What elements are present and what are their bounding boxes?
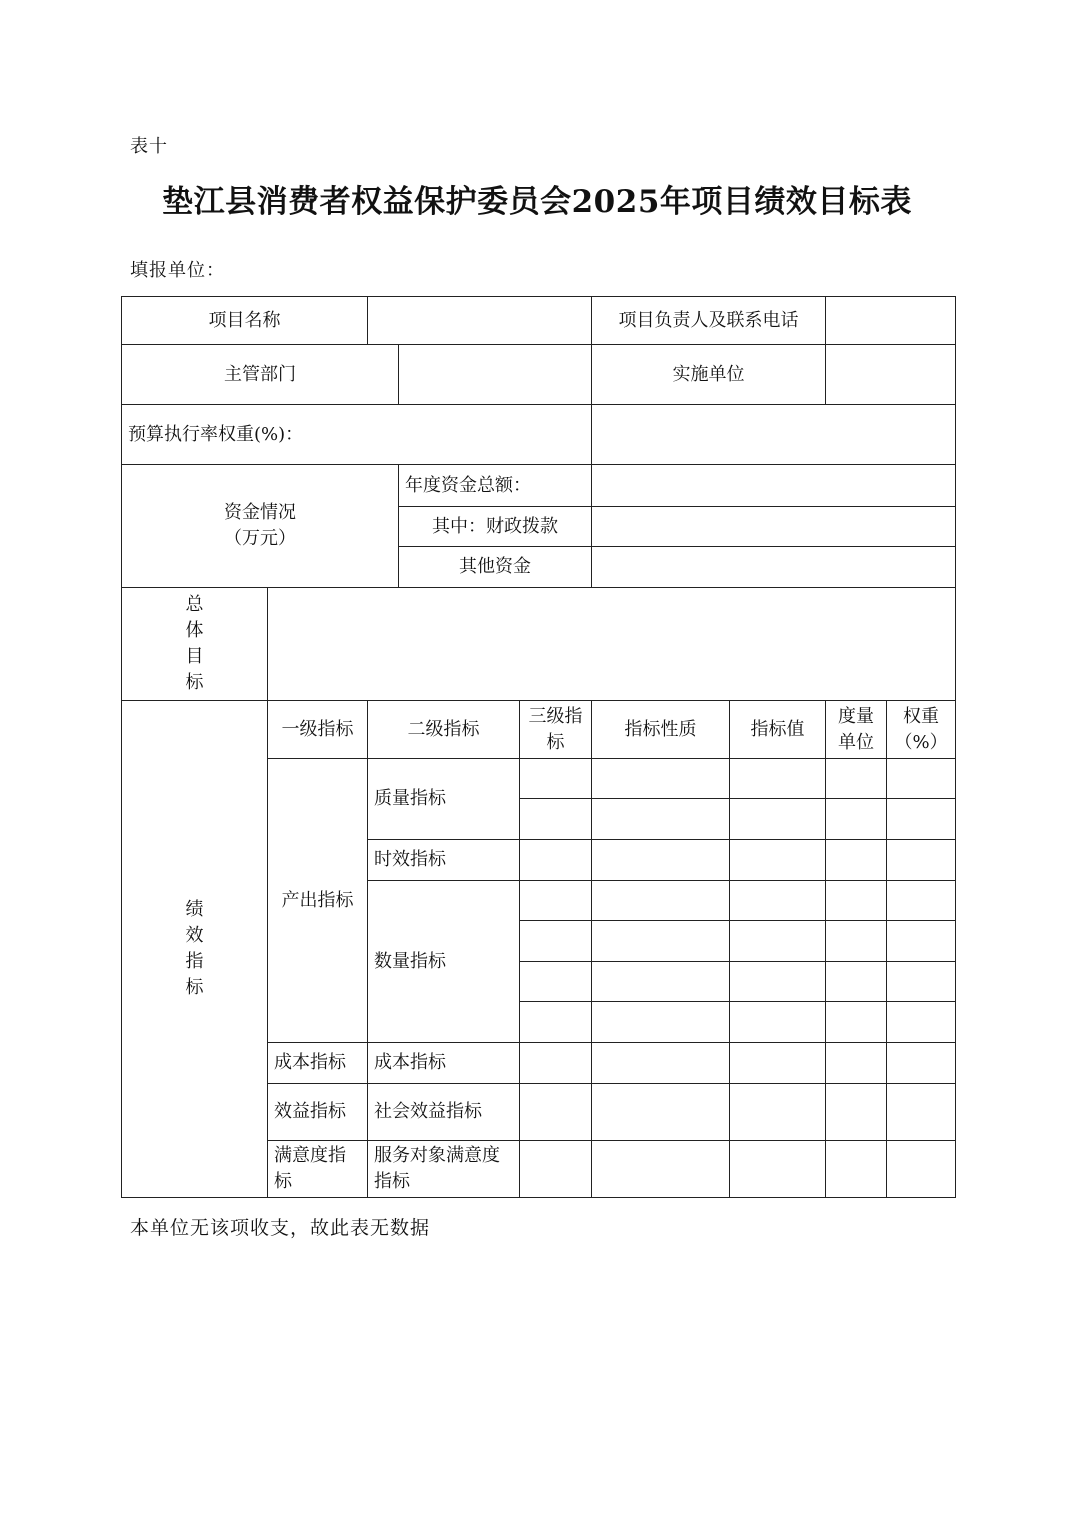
- header-weight: [887, 701, 956, 759]
- header-unit: [826, 701, 887, 759]
- header-unit-line: 单位: [838, 731, 875, 753]
- header-level1: 一级指标: [268, 701, 368, 759]
- project-leader-label: 项目负责人及联系电话: [592, 297, 826, 345]
- cell-nature[interactable]: [592, 1141, 730, 1198]
- cell-unit[interactable]: [826, 1002, 887, 1043]
- performance-target-table: [121, 296, 956, 1198]
- cell-unit[interactable]: [826, 962, 887, 1002]
- fill-unit-label: 填报单位：: [130, 260, 225, 281]
- timeliness-indicator-label: 时效指标: [368, 840, 520, 881]
- cell-nature[interactable]: [592, 1043, 730, 1084]
- cell-level3[interactable]: [520, 799, 592, 840]
- budget-weight-value[interactable]: [592, 405, 956, 465]
- section-char: 标: [185, 977, 204, 998]
- annual-total-label: 年度资金总额：: [399, 465, 592, 507]
- goal-char: 体: [185, 620, 204, 641]
- cell-weight[interactable]: [887, 921, 956, 962]
- header-unit-line: 度量: [838, 705, 875, 727]
- cell-value[interactable]: [730, 840, 826, 881]
- output-indicator-label: 产出指标: [268, 759, 368, 1043]
- cell-weight[interactable]: [887, 799, 956, 840]
- cost-l1-label: 成本指标: [268, 1043, 368, 1084]
- cell-value[interactable]: [730, 799, 826, 840]
- cell-value[interactable]: [730, 881, 826, 921]
- benefit-l1-label: 效益指标: [268, 1084, 368, 1141]
- cell-level3[interactable]: [520, 921, 592, 962]
- cell-level3[interactable]: [520, 962, 592, 1002]
- cell-nature[interactable]: [592, 881, 730, 921]
- cell-level3[interactable]: [520, 759, 592, 799]
- impl-unit-label: 实施单位: [592, 345, 826, 405]
- cell-value[interactable]: [730, 759, 826, 799]
- cell-nature[interactable]: [592, 1002, 730, 1043]
- cell-nature[interactable]: [592, 962, 730, 1002]
- cell-weight[interactable]: [887, 759, 956, 799]
- cost-l2-label: 成本指标: [368, 1043, 520, 1084]
- header-value: 指标值: [730, 701, 826, 759]
- cell-weight[interactable]: [887, 881, 956, 921]
- cell-unit[interactable]: [826, 1043, 887, 1084]
- cell-unit[interactable]: [826, 881, 887, 921]
- cell-weight[interactable]: [887, 1002, 956, 1043]
- section-char: 指: [185, 951, 204, 972]
- goal-char: 总: [185, 594, 204, 615]
- other-funds-value[interactable]: [592, 547, 956, 588]
- cell-unit[interactable]: [826, 921, 887, 962]
- cell-weight[interactable]: [887, 1141, 956, 1198]
- project-name-label: 项目名称: [122, 297, 368, 345]
- overall-goal-label: [122, 588, 268, 701]
- cell-unit[interactable]: [826, 840, 887, 881]
- cell-value[interactable]: [730, 921, 826, 962]
- cell-value[interactable]: [730, 1084, 826, 1141]
- annual-total-value[interactable]: [592, 465, 956, 507]
- header-weight-line: 权重: [903, 705, 940, 727]
- goal-char: 目: [185, 646, 204, 667]
- overall-goal-value[interactable]: [268, 588, 956, 701]
- cell-nature[interactable]: [592, 921, 730, 962]
- cell-level3[interactable]: [520, 1043, 592, 1084]
- footnote: 本单位无该项收支，故此表无数据: [130, 1217, 431, 1239]
- goal-char: 标: [185, 672, 204, 693]
- cell-value[interactable]: [730, 1141, 826, 1198]
- cell-nature[interactable]: [592, 840, 730, 881]
- page-title: 垫江县消费者权益保护委员会2025年项目绩效目标表: [162, 184, 912, 220]
- cell-level3[interactable]: [520, 1002, 592, 1043]
- cell-value[interactable]: [730, 1002, 826, 1043]
- cell-unit[interactable]: [826, 1084, 887, 1141]
- funds-unit: （万元）: [224, 528, 296, 549]
- budget-weight-label: 预算执行率权重(%)：: [122, 405, 592, 465]
- cell-nature[interactable]: [592, 1084, 730, 1141]
- project-name-value[interactable]: [368, 297, 592, 345]
- other-funds-label: 其他资金: [399, 547, 592, 588]
- funds-label: [122, 465, 399, 588]
- cell-nature[interactable]: [592, 799, 730, 840]
- cell-level3[interactable]: [520, 881, 592, 921]
- quantity-indicator-label: 数量指标: [368, 881, 520, 1043]
- cell-weight[interactable]: [887, 840, 956, 881]
- section-char: 绩: [185, 899, 204, 920]
- project-leader-value[interactable]: [826, 297, 956, 345]
- fiscal-value[interactable]: [592, 507, 956, 547]
- header-weight-line: （%）: [894, 731, 948, 753]
- dept-value[interactable]: [399, 345, 592, 405]
- impl-unit-value[interactable]: [826, 345, 956, 405]
- table-label: 表十: [130, 136, 168, 157]
- header-level2: 二级指标: [368, 701, 520, 759]
- cell-unit[interactable]: [826, 1141, 887, 1198]
- quality-indicator-label: 质量指标: [368, 759, 520, 840]
- cell-value[interactable]: [730, 962, 826, 1002]
- dept-label: 主管部门: [122, 345, 399, 405]
- satisfaction-l1-label: 满意度指标: [268, 1141, 368, 1198]
- cell-level3[interactable]: [520, 1141, 592, 1198]
- cell-nature[interactable]: [592, 759, 730, 799]
- cell-weight[interactable]: [887, 1084, 956, 1141]
- benefit-l2-label: 社会效益指标: [368, 1084, 520, 1141]
- funds-title: 资金情况: [224, 502, 296, 523]
- cell-weight[interactable]: [887, 1043, 956, 1084]
- fiscal-label: 其中：财政拨款: [399, 507, 592, 547]
- cell-unit[interactable]: [826, 799, 887, 840]
- cell-value[interactable]: [730, 1043, 826, 1084]
- cell-weight[interactable]: [887, 962, 956, 1002]
- header-nature: 指标性质: [592, 701, 730, 759]
- section-char: 效: [185, 925, 204, 946]
- cell-unit[interactable]: [826, 759, 887, 799]
- cell-level3[interactable]: [520, 840, 592, 881]
- indicators-section-label: [122, 701, 268, 1198]
- header-level3: 三级指标: [520, 701, 592, 759]
- satisfaction-l2-label: 服务对象满意度指标: [368, 1141, 520, 1198]
- cell-level3[interactable]: [520, 1084, 592, 1141]
